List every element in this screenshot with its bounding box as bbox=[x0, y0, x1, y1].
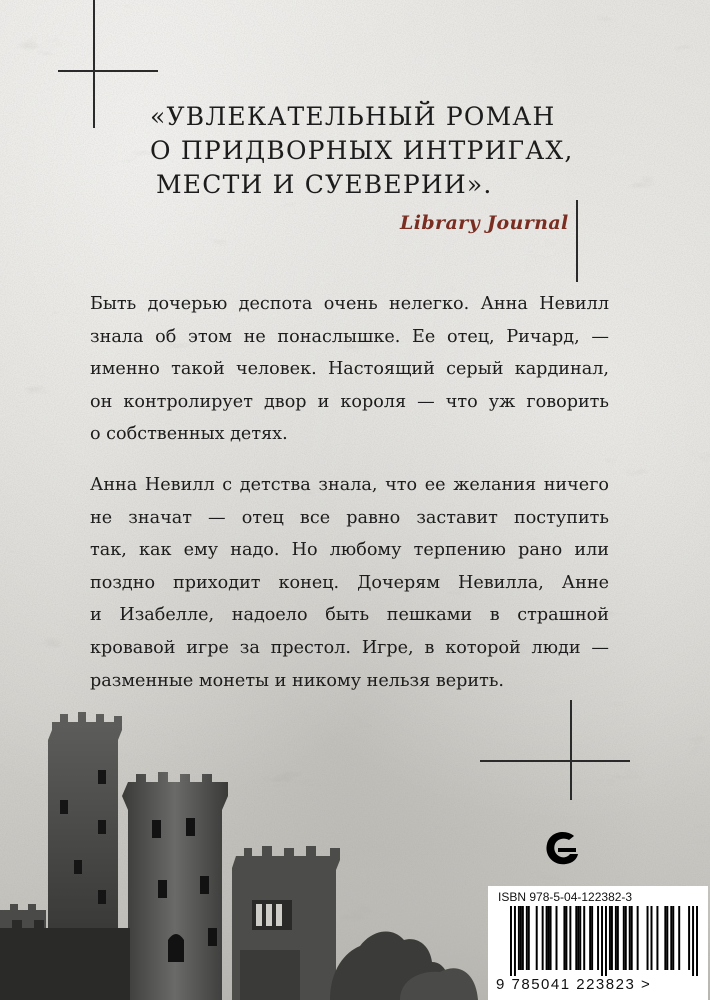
barcode-panel bbox=[488, 886, 708, 1000]
barcode-bar bbox=[556, 906, 558, 970]
paragraph-line: и Изабелле, надоело быть пешками в страшной bbox=[90, 605, 609, 626]
barcode-bar bbox=[577, 906, 579, 970]
barcode-bar bbox=[605, 906, 607, 976]
barcode-bar bbox=[589, 906, 591, 970]
paragraph-line: он контролирует двор и короля — что уж говорить bbox=[90, 391, 609, 412]
barcode-bar bbox=[510, 906, 512, 976]
barcode-bar bbox=[597, 906, 599, 970]
quote-line: МЕСТИ И СУЕВЕРИИ». bbox=[156, 170, 493, 199]
barcode-bar bbox=[536, 906, 538, 970]
barcode-bar bbox=[637, 906, 639, 970]
barcode-bar bbox=[591, 906, 593, 970]
barcode-bar bbox=[664, 906, 666, 970]
barcode-bar bbox=[688, 906, 690, 970]
barcode-bar bbox=[563, 906, 565, 970]
barcode-bar bbox=[575, 906, 577, 970]
barcode-bar bbox=[647, 906, 649, 970]
frame-line-left-vertical bbox=[93, 0, 95, 128]
isbn-label: ISBN 978-5-04-122382-3 bbox=[498, 890, 633, 904]
blurb-paragraph bbox=[90, 288, 609, 451]
paragraph-line: разменные монеты и никому нельзя верить. bbox=[90, 670, 505, 691]
barcode-bar bbox=[579, 906, 581, 970]
barcode-bar bbox=[546, 906, 548, 970]
paragraph-line: Быть дочерью деспота очень нелегко. Анна Невилл bbox=[90, 294, 609, 314]
barcode-bar bbox=[514, 906, 516, 976]
barcode-bar bbox=[672, 906, 674, 970]
barcode-bar bbox=[520, 906, 522, 970]
barcode-bar bbox=[548, 906, 550, 970]
barcode-bar bbox=[692, 906, 694, 976]
barcode-bar bbox=[623, 906, 625, 970]
paragraph-line: Анна Невилл с детства знала, что ее желания ничего bbox=[90, 474, 609, 495]
quote-line: О ПРИДВОРНЫХ ИНТРИГАХ, bbox=[150, 136, 574, 165]
barcode-bar bbox=[526, 906, 528, 970]
barcode-bar bbox=[601, 906, 603, 976]
paragraph-line: кровавой игре за престол. Игре, в которой люди — bbox=[90, 637, 609, 658]
quote-line: «УВЛЕКАТЕЛЬНЫЙ РОМАН bbox=[150, 102, 556, 131]
barcode-bar bbox=[615, 906, 617, 970]
paragraph-line: не значат — отец все равно заставит поступить bbox=[90, 507, 609, 528]
barcode-bar bbox=[696, 906, 698, 976]
barcode-bar bbox=[651, 906, 653, 970]
barcode-bar bbox=[542, 906, 544, 970]
barcode-bar bbox=[631, 906, 633, 970]
quote-source: Library Journal bbox=[400, 212, 569, 234]
barcode bbox=[510, 906, 698, 976]
barcode-bar bbox=[656, 906, 658, 970]
barcode-bar bbox=[565, 906, 567, 970]
frame-line-right-vertical bbox=[576, 200, 578, 282]
barcode-bar bbox=[583, 906, 585, 970]
blurb bbox=[90, 288, 609, 697]
paragraph-line: знала об этом не понаслышке. Ее отец, Ричард, — bbox=[90, 326, 609, 347]
barcode-bar bbox=[528, 906, 530, 970]
barcode-bar bbox=[625, 906, 627, 970]
eksmo-e-logo-icon bbox=[540, 826, 584, 870]
paragraph-line: о собственных детях. bbox=[90, 424, 288, 445]
barcode-bar bbox=[629, 906, 631, 970]
barcode-digits: 9 785041 223823 > bbox=[496, 976, 652, 993]
paragraph-line: так, как ему надо. Но любому терпению рано или bbox=[90, 540, 609, 561]
paragraph-line: поздно приходит конец. Дочерям Невилла, Анне bbox=[90, 572, 609, 593]
barcode-bar bbox=[666, 906, 668, 970]
barcode-bar bbox=[617, 906, 619, 970]
blurb-paragraph bbox=[90, 469, 609, 697]
barcode-bar bbox=[550, 906, 552, 970]
barcode-bar bbox=[678, 906, 680, 970]
barcode-bar bbox=[611, 906, 613, 970]
review-quote bbox=[150, 100, 610, 202]
barcode-bar bbox=[670, 906, 672, 970]
paragraph-line: именно такой человек. Настоящий серый кардинал, bbox=[90, 359, 609, 380]
barcode-bar bbox=[522, 906, 524, 970]
barcode-bar bbox=[569, 906, 571, 970]
barcode-bar bbox=[609, 906, 611, 970]
frame-line-top bbox=[58, 70, 158, 72]
barcode-bar bbox=[518, 906, 520, 970]
